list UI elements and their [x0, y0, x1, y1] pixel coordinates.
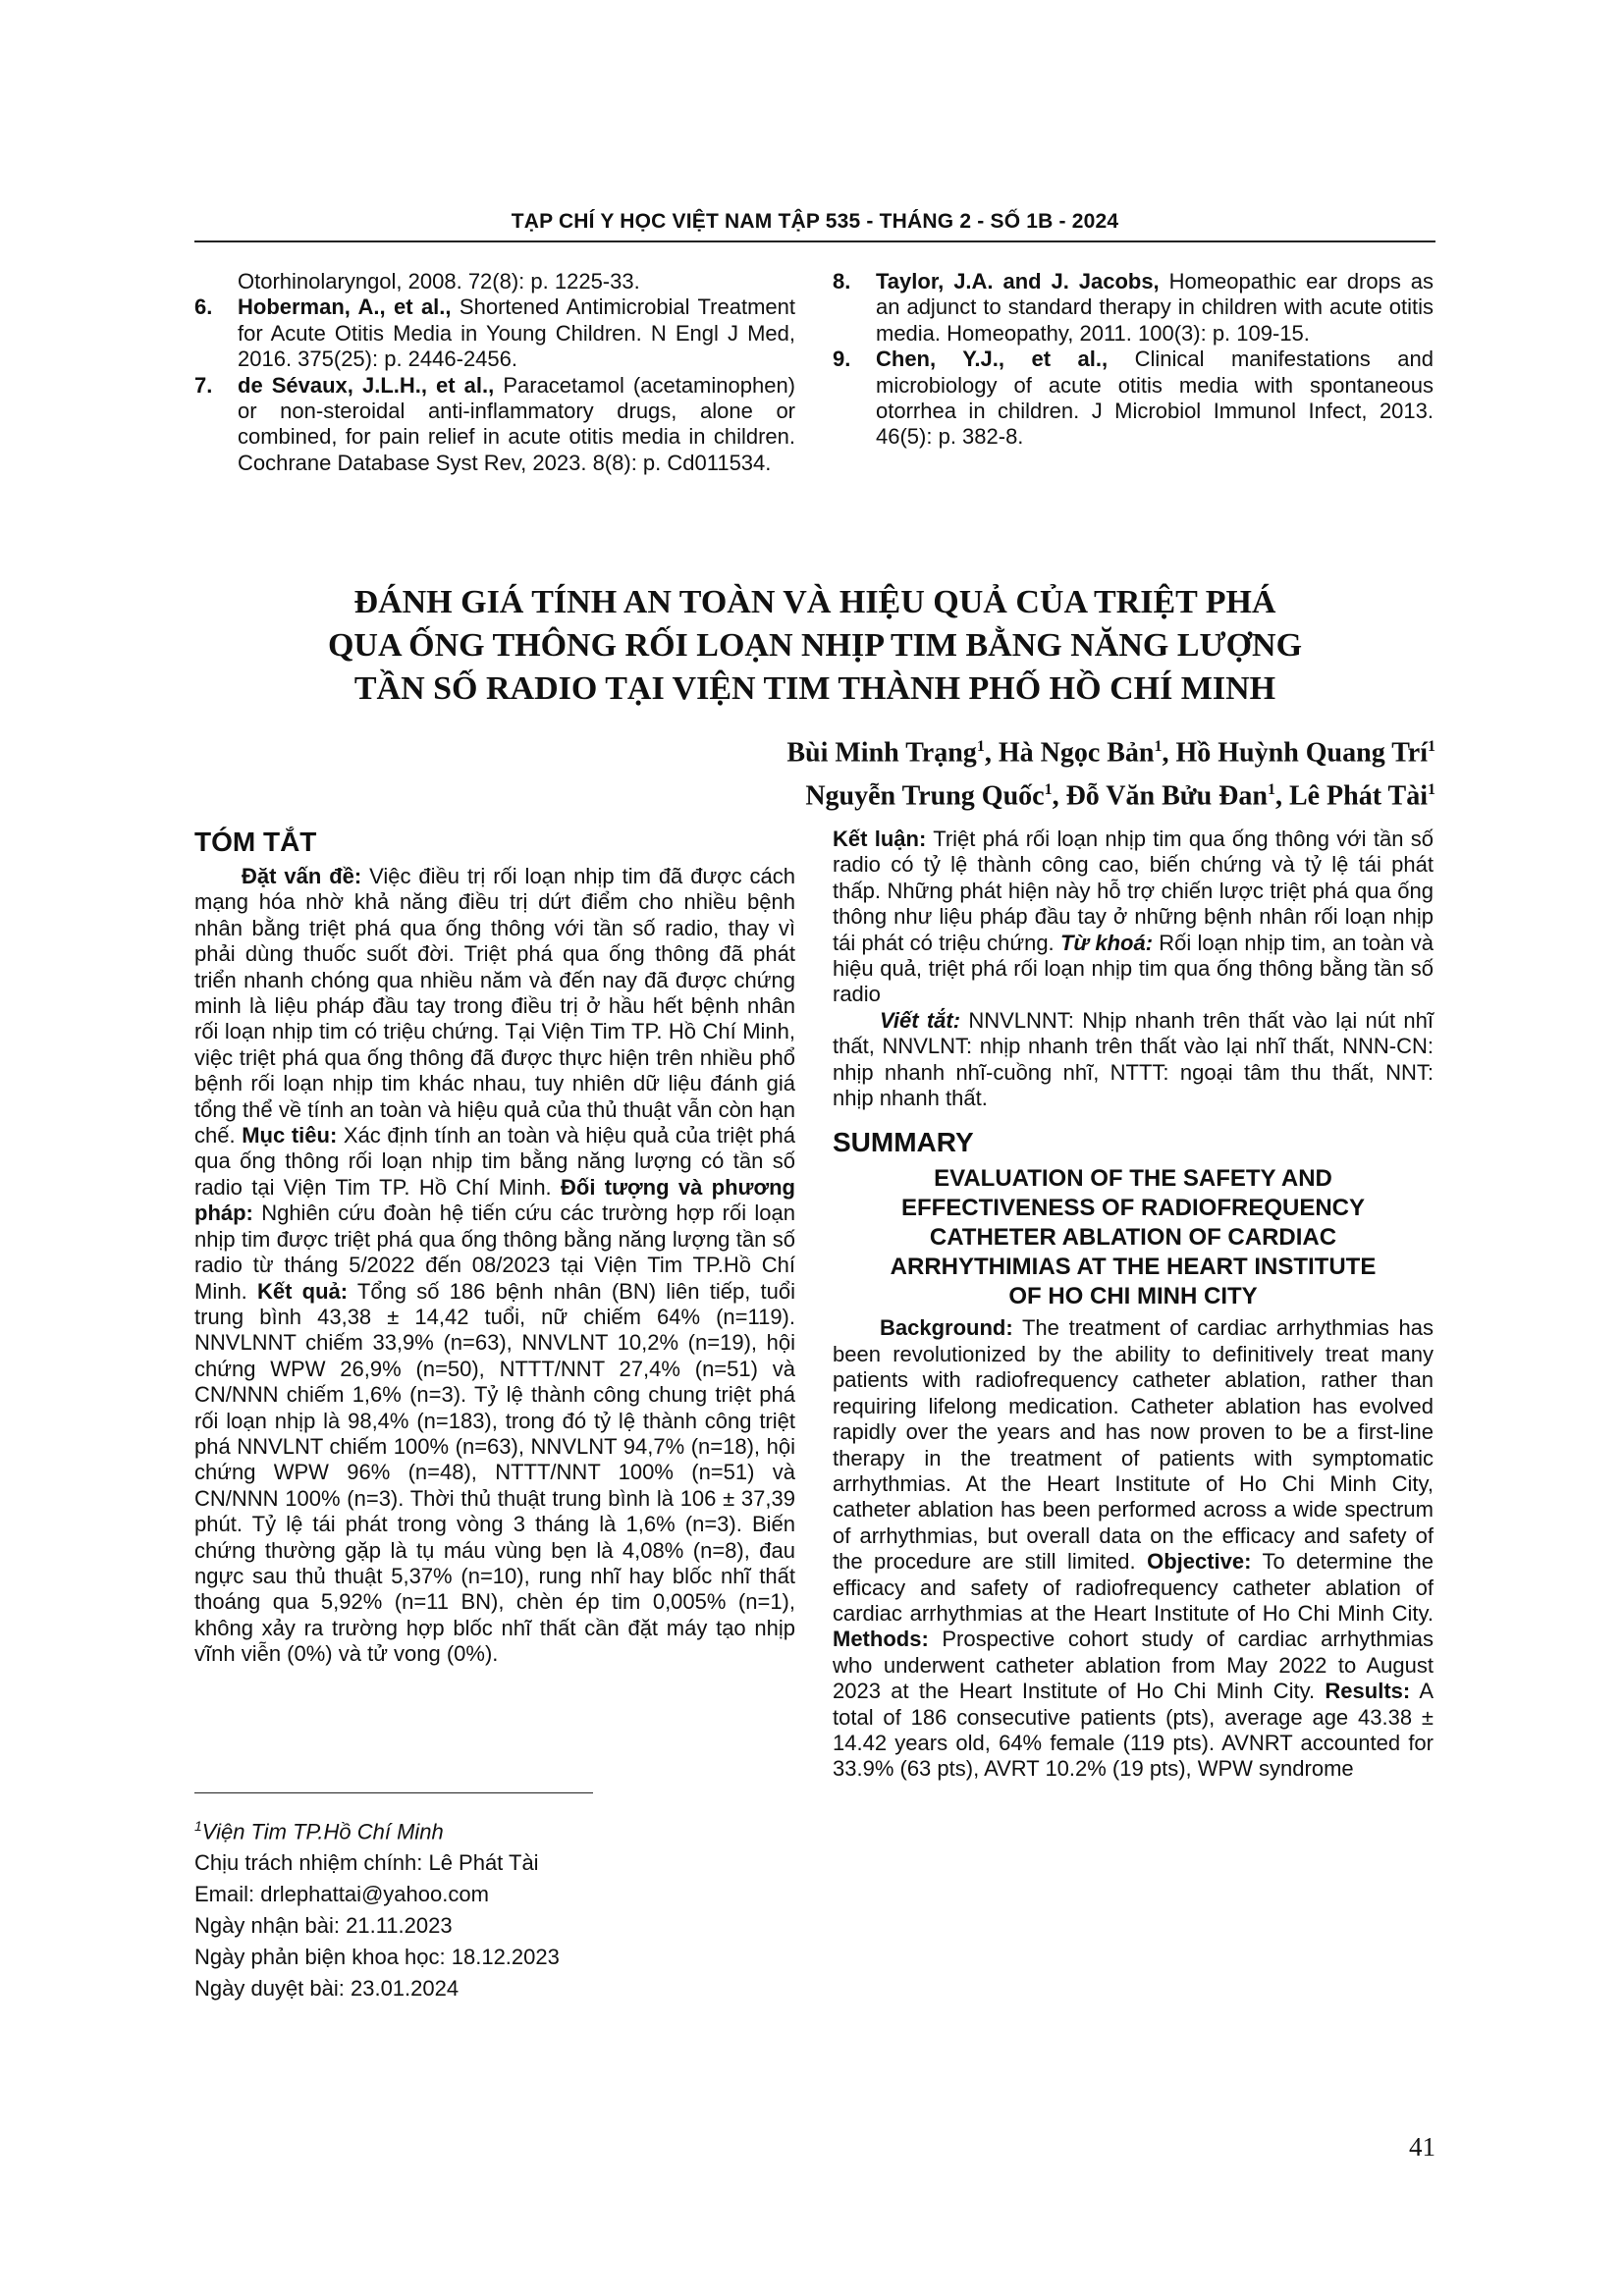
text-tu-khoa: Rối loạn nhịp tim, an toàn và hiệu quả, triệt phá rối loạn nhịp tim qua ống thông bằng tần số radio: [833, 930, 1434, 1007]
label-dat-van-de: Đặt vấn đề:: [242, 864, 362, 888]
summary-title: [833, 1164, 1434, 1311]
affiliation-text: Viện Tim TP.Hồ Chí Minh: [201, 1819, 444, 1844]
author-affiliation-sup: 1: [1154, 738, 1163, 755]
author-affiliation-sup: 1: [1428, 738, 1435, 755]
label-results: Results:: [1325, 1679, 1411, 1704]
author-name: Hà Ngọc Bản: [998, 737, 1155, 769]
label-muc-tieu: Mục tiêu:: [242, 1123, 338, 1148]
label-doi-tuong: Đối tượng và phương pháp:: [194, 1174, 795, 1226]
reference-number: 6.: [194, 294, 213, 320]
text-methods: Prospective cohort study of cardiac arrhythmias who underwent catheter ablation from May 2022 to August 2023 at the Heart Institute of Ho Chi Minh City.: [833, 1627, 1434, 1704]
reference-number: 7.: [194, 372, 213, 398]
footnotes: [194, 1810, 795, 2004]
reference-authors: de Sévaux, J.L.H., et al.,: [238, 372, 495, 398]
abstract-paragraph-continued: [833, 827, 1434, 1008]
text-ket-luan: Triệt phá rối loạn nhịp tim qua ống thông với tần số radio có tỷ lệ thành công cao, biến chứng và tỷ lệ tái phát thấp. Những phát hiện này hỗ trợ chiến lược triệt phá qua ống thông như liệu pháp đầu tay ở những bệnh nhân rối loạn nhịp tái phát có triệu chứng.: [833, 827, 1434, 955]
summary-paragraph: [833, 1315, 1434, 1782]
title-line: QUA ỐNG THÔNG RỐI LOẠN NHỊP TIM BẰNG NĂNG LƯỢNG: [327, 627, 1303, 664]
label-background: Background:: [880, 1315, 1013, 1341]
reference-body: Shortened Antimicrobial Treatment for Acute Otitis Media in Young Children. N Engl J Med, 2016. 375(25): p. 2446-2456.: [238, 294, 795, 372]
reference-item: [194, 294, 795, 372]
section-heading-tom-tat: TÓM TẮT: [194, 827, 317, 857]
header-rule: [194, 240, 1435, 242]
label-ket-qua: Kết quả:: [257, 1278, 349, 1304]
author-affiliation-sup: 1: [1267, 781, 1275, 799]
reference-body: Paracetamol (acetaminophen) or non-steroidal anti-inflammatory drugs, alone or combined, for pain relief in acute otitis media in children. Cochrane Database Syst Rev, 2023. 8(8): p. Cd011534.: [238, 372, 796, 475]
reference-body: Homeopathic ear drops as an adjunct to standard therapy in children with acute otitis media. Homeopathy, 2011. 100(3): p. 109-15.: [876, 269, 1434, 346]
author-line: [194, 772, 1435, 815]
author-separator: ,: [1052, 780, 1066, 812]
author-separator: ,: [1162, 737, 1176, 769]
footnote-rule: [194, 1792, 593, 1793]
author-list: [194, 728, 1435, 816]
reference-text: [876, 347, 1434, 451]
label-tu-khoa: Từ khoá:: [1059, 930, 1154, 955]
text-ket-qua: Tổng số 186 bệnh nhân (BN) liên tiếp, tuổi trung bình 43,38 ± 14,42 tuổi, nữ chiếm 64% (n=119). NNVLNNT chiếm 33,9% (n=63), NNVLNT 10,2% (n=19), hội chứng WPW 26,9% (n=50), NTTT/NNT 27,4% (n=51) và CN/NNN chiếm 1,6% (n=3). Tỷ lệ thành công chung triệt phá rối loạn nhịp là 98,4% (n=183), trong đó tỷ lệ thành công triệt phá NNVLNT chiếm 100% (n=63), NNVLNT 94,7% (n=18), hội chứng WPW 96% (n=48), NTTT/NNT 100% (n=51) và CN/NNN 100% (n=3). Thời thủ thuật trung bình là 106 ± 37,39 phút. Tỷ lệ tái phát trong vòng 3 tháng là 1,6% (n=3). Biến chứng thường gặp là tụ máu vùng bẹn là 4,08% (n=8), đau ngực sau thủ thuật 5,37% (n=10), rung nhĩ hay blốc nhĩ thất thoáng qua 5,92% (n=11 BN), chèn ép tim 0,005% (n=1), không xảy ra trường hợp blốc nhĩ thất cần đặt máy tạo nhịp vĩnh viễn (0%) và tử vong (0%).: [194, 1278, 795, 1667]
section-heading-summary: SUMMARY: [833, 1127, 974, 1158]
author-affiliation-sup: 1: [976, 738, 985, 755]
footnote-affiliation: [194, 1810, 795, 1847]
reference-text: [238, 294, 795, 372]
reference-authors: Hoberman, A., et al.,: [238, 294, 452, 320]
reference-item: [833, 269, 1434, 347]
text-background: The treatment of cardiac arrhythmias has been revolutionized by the ability to definitively treat many patients with radiofrequency catheter ablation, rather than requiring lifelong medication. Catheter ablation has evolved rapidly over the years and has now proven to be a first-line therapy in the treatment of patients with symptomatic arrhythmias. At the Heart Institute of Ho Chi Minh City, catheter ablation has been performed across a wide spectrum of arrhythmias, but overall data on the efficacy and safety of the procedure are still limited.: [833, 1315, 1434, 1575]
footnote-reviewed: Ngày phản biện khoa học: 18.12.2023: [194, 1945, 560, 1970]
author-line: [194, 728, 1435, 772]
running-header: TẠP CHÍ Y HỌC VIỆT NAM TẬP 535 - THÁNG 2 - SỐ 1B - 2024: [511, 210, 1119, 233]
page-number: 41: [1409, 2132, 1435, 2162]
author-name: Nguyễn Trung Quốc: [805, 780, 1045, 812]
text-results: A total of 186 consecutive patients (pts), average age 43.38 ± 14.42 years old, 64% female (119 pts). AVNRT accounted for 33.9% (63 pts), AVRT 10.2% (19 pts), WPW syndrome: [833, 1679, 1434, 1782]
reference-item: [833, 347, 1434, 451]
author-name: Đỗ Văn Bửu Đan: [1065, 780, 1268, 812]
label-objective: Objective:: [1147, 1549, 1252, 1575]
text-dat-van-de: Việc điều trị rối loạn nhịp tim đã được cách mạng hóa nhờ khả năng điều trị dứt điểm cho nhiều bệnh nhân bằng triệt phá qua ống thông với tần số radio, thay vì phải dùng thuốc suốt đời. Triệt phá qua ống thông đã phát triển nhanh chóng qua nhiều năm và đến nay đã được chứng minh là liệu pháp đầu tay trong điều trị ở hầu hết bệnh nhân rối loạn nhịp tim có triệu chứng. Tại Viện Tim TP. Hồ Chí Minh, việc triệt phá qua ống thông đã được thực hiện trên nhiều phổ bệnh rối loạn nhịp tim khác nhau, tuy nhiên dữ liệu đánh giá tổng thể về tính an toàn và hiệu quả của thủ thuật vẫn còn hạn chế.: [194, 864, 795, 1148]
summary-title-line: EFFECTIVENESS OF RADIOFREQUENCY: [900, 1195, 1366, 1222]
affiliation-sup: 1: [194, 1818, 202, 1834]
reference-continuation: Otorhinolaryngol, 2008. 72(8): p. 1225-33.: [238, 269, 640, 294]
author-affiliation-sup: 1: [1428, 781, 1435, 799]
abstract-paragraph: [194, 864, 795, 1668]
references-right: [833, 269, 1434, 451]
vietnamese-abstract: [194, 827, 795, 1668]
label-ket-luan: Kết luận:: [833, 827, 927, 851]
summary-title-line: OF HO CHI MINH CITY: [1008, 1283, 1258, 1310]
summary-title-line: EVALUATION OF THE SAFETY AND: [934, 1165, 1332, 1193]
summary-title-line: ARRHYTHIMIAS AT THE HEART INSTITUTE: [890, 1254, 1377, 1281]
footnote-email: Email: drlephattai@yahoo.com: [194, 1882, 489, 1907]
author-name: Bùi Minh Trạng: [786, 737, 977, 769]
text-objective: To determine the efficacy and safety of radiofrequency catheter ablation of cardiac arrhythmias at the Heart Institute of Ho Chi Minh City.: [833, 1549, 1435, 1626]
text-muc-tieu: Xác định tính an toàn và hiệu quả của triệt phá qua ống thông rối loạn nhịp tim bằng năng lượng có tần số radio tại Viện Tim TP. Hồ Chí Minh.: [194, 1123, 795, 1200]
label-methods: Methods:: [833, 1627, 929, 1652]
reference-authors: Taylor, J.A. and J. Jacobs,: [876, 269, 1160, 294]
label-viet-tat: Viết tắt:: [880, 1007, 961, 1033]
text-viet-tat: NNVLNNT: Nhịp nhanh trên thất vào lại nút nhĩ thất, NNVLNT: nhịp nhanh trên thất vào lại nhĩ thất, NNN-CN: nhịp nhanh nhĩ-cuồng nhĩ, NTTT: ngoại tâm thu thất, NNT: nhịp nhanh thất.: [833, 1007, 1434, 1111]
reference-authors: Chen, Y.J., et al.,: [876, 347, 1109, 372]
references-left: [194, 269, 795, 476]
reference-number: 8.: [833, 269, 851, 294]
article-title: [194, 581, 1435, 711]
title-line: ĐÁNH GIÁ TÍNH AN TOÀN VÀ HIỆU QUẢ CỦA TRIỆT PHÁ: [353, 584, 1276, 620]
footnote-accepted: Ngày duyệt bài: 23.01.2024: [194, 1976, 460, 2002]
reference-number: 9.: [833, 347, 851, 372]
footnote-responsible: Chịu trách nhiệm chính: Lê Phát Tài: [194, 1850, 539, 1876]
author-name: Hồ Huỳnh Quang Trí: [1175, 737, 1428, 769]
reference-body: Clinical manifestations and microbiology of acute otitis media with spontaneous otorrhea in children. J Microbiol Immunol Infect, 2013. 46(5): p. 382-8.: [876, 347, 1434, 450]
summary-title-line: CATHETER ABLATION OF CARDIAC: [929, 1224, 1337, 1252]
right-body-column: [833, 827, 1434, 1783]
title-line: TẦN SỐ RADIO TẠI VIỆN TIM THÀNH PHỐ HỒ CHÍ MINH: [353, 670, 1276, 707]
author-separator: ,: [1274, 780, 1289, 812]
author-separator: ,: [984, 737, 999, 769]
abbreviations-paragraph: [833, 1008, 1434, 1112]
footnote-received: Ngày nhận bài: 21.11.2023: [194, 1913, 453, 1939]
reference-item: [194, 373, 795, 477]
reference-text: [876, 269, 1434, 347]
text-doi-tuong: Nghiên cứu đoàn hệ tiến cứu các trường hợp rối loạn nhịp tim được triệt phá qua ống thông bằng năng lượng tần số radio từ tháng 5/2022 đến 08/2023 tại Viện Tim TP.Hồ Chí Minh.: [194, 1201, 795, 1304]
reference-text: [238, 373, 795, 477]
author-affiliation-sup: 1: [1044, 781, 1053, 799]
author-name: Lê Phát Tài: [1288, 780, 1428, 812]
